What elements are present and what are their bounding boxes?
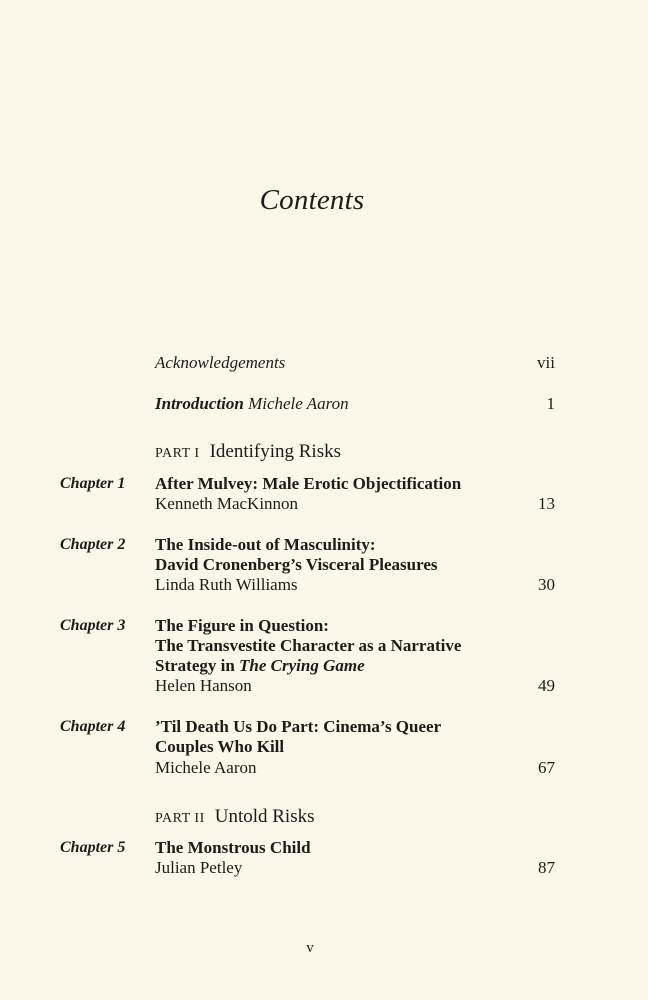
chapter-page: 49	[538, 676, 555, 695]
introduction-page: 1	[546, 394, 555, 413]
chapter-title	[155, 656, 365, 676]
chapter-page: 30	[538, 575, 555, 594]
chapter-title: The Inside-out of Masculinity:	[155, 535, 376, 554]
chapter-title: The Monstrous Child	[155, 838, 311, 857]
chapter-page: 67	[538, 758, 555, 777]
chapter-author: Julian Petley	[155, 858, 243, 877]
part-heading	[155, 807, 315, 829]
chapter-author: Helen Hanson	[155, 676, 252, 695]
chapter-title: The Figure in Question:	[155, 616, 329, 635]
chapter-number: Chapter 4	[60, 718, 126, 735]
chapter-author: Linda Ruth Williams	[155, 575, 298, 594]
introduction-entry	[155, 394, 349, 414]
introduction-label: Introduction	[155, 394, 244, 413]
chapter-number: Chapter 1	[60, 475, 126, 492]
chapter-author: Kenneth MacKinnon	[155, 494, 299, 513]
chapter-page: 87	[538, 858, 555, 877]
page-title: Contents	[259, 184, 365, 216]
part-name: Untold Risks	[214, 806, 315, 827]
part-label: PART II	[155, 811, 205, 826]
introduction-author: Michele Aaron	[248, 394, 349, 413]
chapter-author: Michele Aaron	[155, 758, 257, 777]
chapter-title: Couples Who Kill	[155, 737, 285, 756]
chapter-number: Chapter 5	[60, 839, 126, 856]
chapter-page: 13	[538, 494, 555, 513]
chapter-title-text: Strategy in	[155, 656, 240, 675]
film-title: The Crying Game	[239, 656, 365, 675]
chapter-title: The Transvestite Character as a Narrative	[155, 636, 462, 655]
chapter-title: David Cronenberg’s Visceral Pleasures	[155, 555, 438, 574]
chapter-number: Chapter 3	[60, 617, 126, 634]
chapter-number: Chapter 2	[60, 536, 126, 553]
part-name: Identifying Risks	[209, 441, 341, 462]
page-number: v	[306, 940, 314, 956]
part-label: PART I	[155, 446, 200, 461]
acknowledgements-page: vii	[537, 353, 555, 372]
chapter-title: After Mulvey: Male Erotic Objectification	[155, 474, 462, 493]
acknowledgements-entry: Acknowledgements	[155, 353, 286, 372]
chapter-title: ’Til Death Us Do Part: Cinema’s Queer	[155, 717, 442, 736]
part-heading	[155, 442, 341, 464]
